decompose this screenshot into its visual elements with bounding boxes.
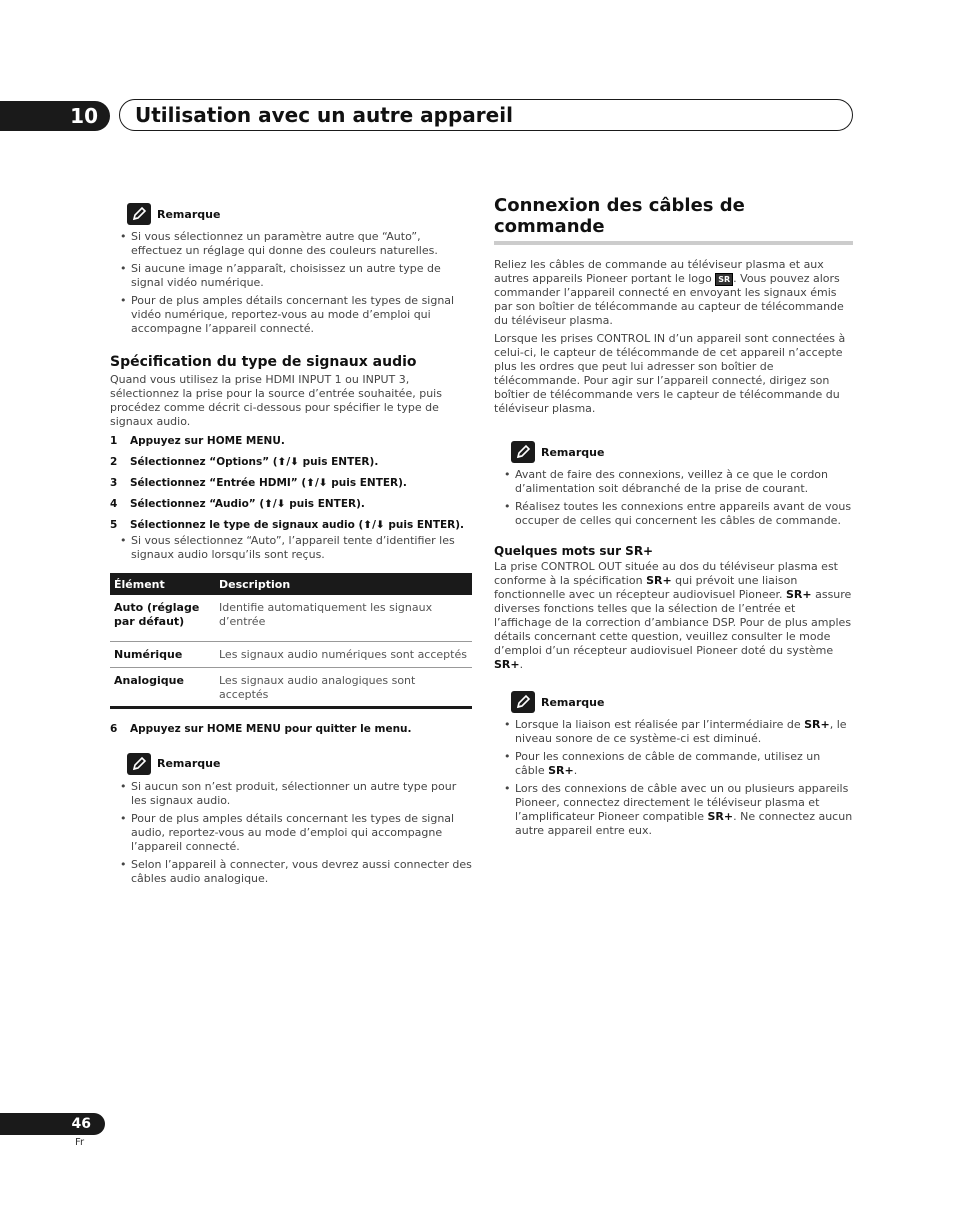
table-cell-key: Auto (réglage par défaut) (110, 595, 215, 641)
note-header (127, 202, 472, 226)
note-header (127, 752, 472, 776)
list-item: • Réalisez toutes les connexions entre appareils avant de vous occuper de celles qui concernent les câbles de commande. (504, 500, 853, 528)
note-header (511, 440, 853, 464)
list-item: • Lorsque la liaison est réalisée par l’intermédiaire de SR+, le niveau sonore de ce système-ci est diminué. (504, 718, 853, 746)
note-list (120, 230, 472, 336)
step-note-list (120, 534, 472, 562)
left-column (110, 202, 472, 890)
pencil-icon (511, 441, 535, 463)
note-label: Remarque (541, 695, 605, 709)
list-item: • Selon l’appareil à connecter, vous devrez aussi connecter des câbles audio analogique. (120, 858, 472, 886)
step: 4 Sélectionnez “Audio” (⬆/⬇ puis ENTER). (110, 498, 365, 510)
note-header (511, 690, 853, 714)
pencil-icon (511, 691, 535, 713)
language-code: Fr (75, 1137, 85, 1148)
note-list (504, 718, 853, 838)
table-cell-value: Les signaux audio analogiques sont acceptés (215, 667, 472, 707)
sr-logo: SR (715, 273, 733, 286)
table-row (110, 595, 472, 641)
step: 5 Sélectionnez le type de signaux audio (⬆/⬇ puis ENTER). (110, 519, 465, 531)
note-label: Remarque (157, 757, 221, 770)
page-number: 46 (71, 1116, 91, 1132)
chapter-title-box (119, 99, 853, 131)
list-item: • Si aucune image n’apparaît, choisissez un autre type de signal vidéo numérique. (120, 262, 472, 290)
table-cell-value: Les signaux audio numériques sont acceptés (215, 641, 472, 667)
note-list (120, 780, 472, 886)
right-column (494, 195, 853, 842)
step: 1 Appuyez sur HOME MENU. (110, 435, 285, 447)
section-heading: Connexion des câbles de commande (494, 195, 853, 245)
chapter-number-tab (0, 101, 110, 131)
list-item: • Si vous sélectionnez “Auto”, l’appareil tente d’identifier les signaux audio lorsqu’ils sont reçus. (120, 534, 472, 562)
note-label: Remarque (157, 207, 221, 221)
table-cell-key: Analogique (110, 667, 215, 707)
pencil-icon (127, 203, 151, 225)
step: 3 Sélectionnez “Entrée HDMI” (⬆/⬇ puis ENTER). (110, 477, 407, 489)
chapter-number: 10 (70, 104, 98, 128)
pencil-icon (127, 753, 151, 775)
note-list (504, 468, 853, 528)
list-item: • Pour de plus amples détails concernant les types de signal audio, reportez-vous au mode d’emploi qui accompagne l’appareil connecté. (120, 812, 472, 854)
steps-list (110, 435, 472, 534)
step: 6 Appuyez sur HOME MENU pour quitter le menu. (110, 722, 412, 735)
list-item: • Si aucun son n’est produit, sélectionner un autre type pour les signaux audio. (120, 780, 472, 808)
page-number-tab (0, 1113, 105, 1135)
table-header: Description (215, 573, 472, 595)
chapter-title: Utilisation avec un autre appareil (135, 103, 513, 127)
list-item: • Pour de plus amples détails concernant les types de signal vidéo numérique, reportez-vous au mode d’emploi qui accompagne l’appareil connecté. (120, 294, 472, 336)
section-heading: Spécification du type de signaux audio (110, 354, 417, 370)
intro-paragraph: Quand vous utilisez la prise HDMI INPUT 1 ou INPUT 3, sélectionnez la prise pour la source d’entrée souhaitée, puis procédez comme décrit ci-dessous pour spécifier le type de signaux audio. (110, 373, 442, 428)
note-label: Remarque (541, 445, 605, 459)
subheading: Quelques mots sur SR+ (494, 544, 654, 558)
table-row (110, 641, 472, 667)
paragraph: Reliez les câbles de commande au téléviseur plasma et aux autres appareils Pioneer portant le logo SR . Vous pouvez alors commander l’appareil connecté en envoyant les signaux émis par son boîtier de télécommande au capteur de télécommande du téléviseur plasma. (494, 258, 844, 327)
paragraph: La prise CONTROL OUT située au dos du téléviseur plasma est conforme à la spécification SR+ qui prévoit une liaison fonctionnelle avec un récepteur audiovisuel Pioneer. SR+ assure diverses fonctions telles que la sélection de l’entrée et l’affichage de la correction d’ambiance DSP. Pour de plus amples détails concernant cette question, veuillez consulter le mode d’emploi d’un récepteur audiovisuel Pioneer doté du système SR+. (494, 560, 852, 671)
list-item: • Pour les connexions de câble de commande, utilisez un câble SR+. (504, 750, 853, 778)
step: 2 Sélectionnez “Options” (⬆/⬇ puis ENTER). (110, 456, 379, 468)
paragraph: Lorsque les prises CONTROL IN d’un appareil sont connectées à celui-ci, le capteur de télécommande de cet appareil n’accepte plus les ordres que peut lui adresser son boîtier de télécommande. Pour agir sur l’appareil connecté, dirigez son boîtier de télécommande vers le capteur de télécommande du téléviseur plasma. (494, 332, 846, 415)
table-header: Élément (110, 573, 215, 595)
table-cell-key: Numérique (110, 641, 215, 667)
audio-type-table (110, 573, 472, 709)
table-row (110, 667, 472, 707)
list-item: • Avant de faire des connexions, veillez à ce que le cordon d’alimentation soit débranché de la prise de courant. (504, 468, 853, 496)
list-item: • Lors des connexions de câble avec un ou plusieurs appareils Pioneer, connectez directement le téléviseur plasma et l’amplificateur Pioneer compatible SR+. Ne connectez aucun autre appareil entre eux. (504, 782, 853, 838)
table-header-row (110, 573, 472, 595)
list-item: • Si vous sélectionnez un paramètre autre que “Auto”, effectuez un réglage qui donne des couleurs naturelles. (120, 230, 472, 258)
table-cell-value: Identifie automatiquement les signaux d’entrée (215, 595, 472, 641)
